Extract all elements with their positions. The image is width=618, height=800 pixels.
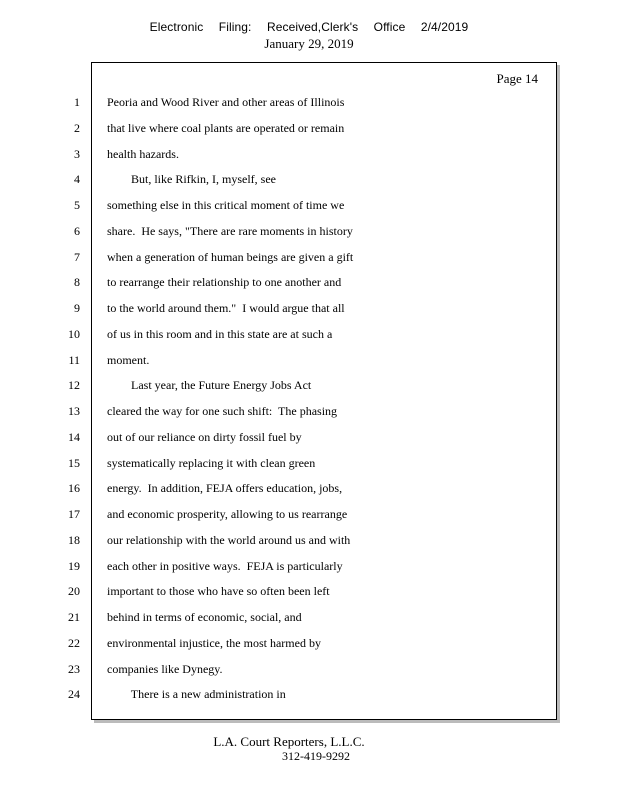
reporter-phone: 312-419-9292 bbox=[282, 749, 350, 763]
filing-word-2: Filing: bbox=[218, 20, 252, 34]
filing-word-3: Received,Clerk's bbox=[266, 20, 359, 34]
line-text: our relationship with the world around us and with bbox=[107, 533, 351, 547]
line-number: 12 bbox=[68, 378, 80, 392]
line-text: energy. In addition, FEJA offers education, jobs, bbox=[107, 481, 343, 495]
line-text: There is a new administration in bbox=[107, 687, 286, 701]
line-number: 15 bbox=[68, 456, 80, 470]
line-number: 14 bbox=[68, 430, 80, 444]
line-number: 4 bbox=[74, 172, 80, 186]
line-text: and economic prosperity, allowing to us rearrange bbox=[107, 507, 348, 521]
line-number: 17 bbox=[68, 507, 80, 521]
line-number: 3 bbox=[74, 147, 80, 161]
line-number: 7 bbox=[74, 250, 80, 264]
line-text: cleared the way for one such shift: The phasing bbox=[107, 404, 338, 418]
line-text: that live where coal plants are operated or remain bbox=[107, 121, 345, 135]
line-number: 1 bbox=[74, 95, 80, 109]
line-number: 9 bbox=[74, 301, 80, 315]
filing-header bbox=[0, 20, 618, 34]
line-text: when a generation of human beings are given a gift bbox=[107, 250, 354, 264]
line-text: share. He says, "There are rare moments in history bbox=[107, 224, 353, 238]
line-number: 18 bbox=[68, 533, 80, 547]
line-text: of us in this room and in this state are at such a bbox=[107, 327, 333, 341]
line-text: But, like Rifkin, I, myself, see bbox=[107, 172, 276, 186]
line-number: 2 bbox=[74, 121, 80, 135]
line-text: Last year, the Future Energy Jobs Act bbox=[107, 378, 312, 392]
line-number: 24 bbox=[68, 687, 80, 701]
line-number: 13 bbox=[68, 404, 80, 418]
line-text: something else in this critical moment of time we bbox=[107, 198, 345, 212]
line-number: 21 bbox=[68, 610, 80, 624]
page-number: Page 14 bbox=[496, 71, 538, 86]
line-text: Peoria and Wood River and other areas of Illinois bbox=[107, 95, 345, 109]
line-text: out of our reliance on dirty fossil fuel by bbox=[107, 430, 302, 444]
line-text: behind in terms of economic, social, and bbox=[107, 610, 302, 624]
line-text: to the world around them." I would argue that all bbox=[107, 301, 345, 315]
line-number: 10 bbox=[68, 327, 80, 341]
filing-word-5: 2/4/2019 bbox=[420, 20, 469, 34]
line-number: 20 bbox=[68, 584, 80, 598]
line-text: environmental injustice, the most harmed by bbox=[107, 636, 321, 650]
line-text: to rearrange their relationship to one another and bbox=[107, 275, 342, 289]
line-number: 22 bbox=[68, 636, 80, 650]
line-text: companies like Dynegy. bbox=[107, 662, 223, 676]
line-number: 16 bbox=[68, 481, 80, 495]
line-text: important to those who have so often been left bbox=[107, 584, 330, 598]
filing-word-4: Office bbox=[373, 20, 406, 34]
line-text: health hazards. bbox=[107, 147, 179, 161]
filing-word-1: Electronic bbox=[149, 20, 204, 34]
line-text: each other in positive ways. FEJA is particularly bbox=[107, 559, 343, 573]
line-number: 19 bbox=[68, 559, 80, 573]
reporter-company: L.A. Court Reporters, L.L.C. bbox=[213, 734, 365, 749]
line-number: 6 bbox=[74, 224, 80, 238]
line-number: 8 bbox=[74, 275, 80, 289]
line-text: systematically replacing it with clean green bbox=[107, 456, 316, 470]
line-number: 23 bbox=[68, 662, 80, 676]
line-number: 11 bbox=[68, 353, 80, 367]
transcript-date: January 29, 2019 bbox=[264, 36, 354, 51]
line-number: 5 bbox=[74, 198, 80, 212]
line-text: moment. bbox=[107, 353, 150, 367]
